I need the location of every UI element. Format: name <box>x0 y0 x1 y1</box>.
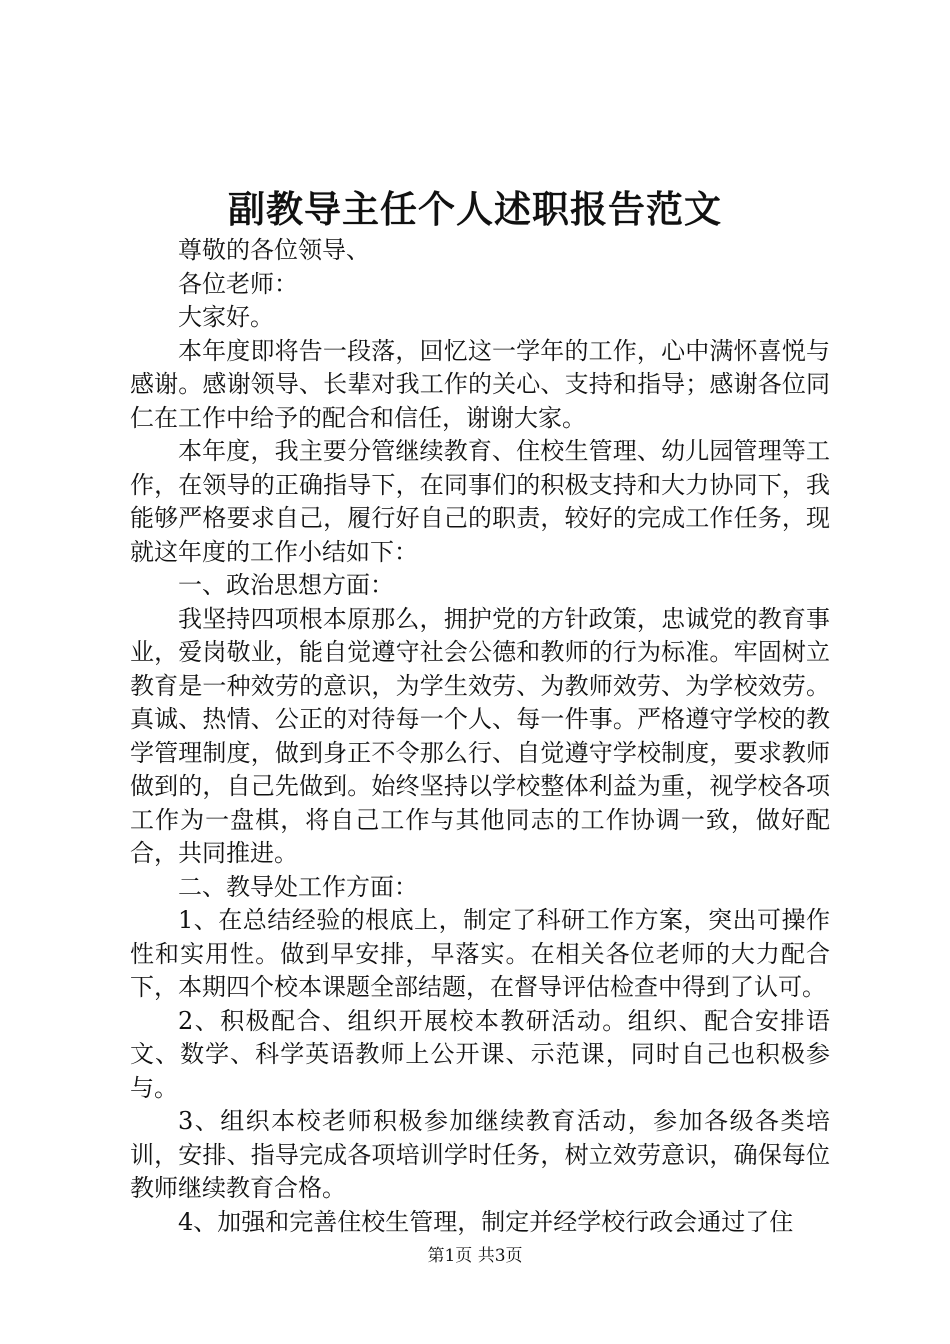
page-number-footer: 第1页 共3页 <box>427 1246 523 1266</box>
paragraph: 尊敬的各位领导、 <box>178 236 370 264</box>
document-body <box>130 234 830 1239</box>
paragraph: 各位老师： <box>178 269 298 298</box>
paragraph: 3、组织本校老师积极参加继续教育活动，参加各级各类培训，安排、指导完成各项培训学时任务，树立效劳意识，确保每位教师继续教育合格。 <box>130 1107 830 1202</box>
paragraph: 2、积极配合、组织开展校本教研活动。组织、配合安排语文、数学、科学英语教师上公开课、示范课，同时自己也积极参与。 <box>130 1006 830 1102</box>
paragraph: 本年度，我主要分管继续教育、住校生管理、幼儿园管理等工作，在领导的正确指导下，在同事们的积极支持和大力协同下，我能够严格要求自己，履行好自己的职责，较好的完成工作任务，现就这年度的工作小结如下： <box>130 437 830 566</box>
paragraph: 本年度即将告一段落，回忆这一学年的工作，心中满怀喜悦与感谢。感谢领导、长辈对我工作的关心、支持和指导；感谢各位同仁在工作中给予的配合和信任，谢谢大家。 <box>130 336 830 432</box>
page-title: 副教导主任个人述职报告范文 <box>228 187 722 231</box>
paragraph: 我坚持四项根本原那么，拥护党的方针政策，忠诚党的教育事业，爱岗敬业，能自觉遵守社会公德和教师的行为标准。牢固树立教育是一种效劳的意识，为学生效劳、为教师效劳、为学校效劳。真诚、热情、公正的对待每一个人、每一件事。严格遵守学校的教学管理制度，做到身正不令那么行、自觉遵守学校制度，要求教师做到的，自己先做到。始终坚持以学校整体利益为重，视学校各项工作为一盘棋，将自己工作与其他同志的工作协调一致，做好配合，共同推进。 <box>130 604 830 867</box>
section-heading: 一、政治思想方面： <box>178 571 394 599</box>
paragraph: 大家好。 <box>178 303 274 331</box>
paragraph: 1、在总结经验的根底上，制定了科研工作方案，突出可操作性和实用性。做到早安排，早落实。在相关各位老师的大力配合下，本期四个校本课题全部结题，在督导评估检查中得到了认可。 <box>130 906 830 1001</box>
section-heading: 二、教导处工作方面： <box>178 872 418 901</box>
paragraph: 4、加强和完善住校生管理，制定并经学校行政会通过了住 <box>178 1207 794 1236</box>
